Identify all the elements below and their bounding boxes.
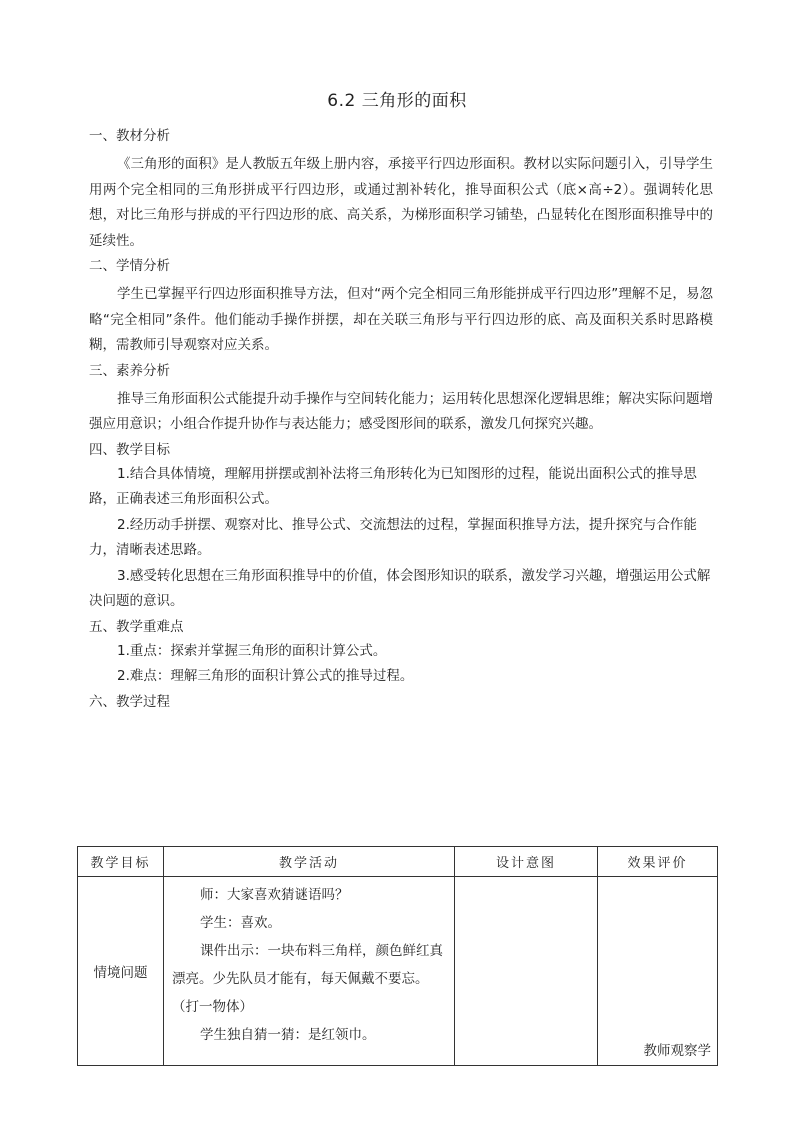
section-heading: 二、学情分析 (89, 258, 170, 274)
evaluation-cell (598, 877, 718, 1066)
section-heading: 四、教学目标 (89, 441, 170, 458)
section-key-difficult-points (89, 615, 713, 690)
section-teaching-process (89, 690, 713, 714)
activity-line: 学生：喜欢。 (200, 915, 281, 931)
evaluation-text: 教师观察学 (643, 1043, 711, 1059)
section-paragraph: 《三角形的面积》是人教版五年级上册内容，承接平行四边形面积。教材以实际问题引入，引导学生用两个完全相同的三角形拼成平行四边形，或通过割补转化，推导面积公式（底×高÷2）。强调转化思想，对比三角形与拼成的平行四边形的底、高关系，为梯形面积学习铺垫，凸显转化在图形面积推导中的延续性。 (89, 156, 713, 249)
page-title: 6.2 三角形的面积 (327, 91, 467, 111)
intent-cell (455, 877, 598, 1066)
key-point-item: 1.重点：探索并掌握三角形的面积计算公式。 (117, 642, 387, 659)
header-activity: 教学活动 (164, 847, 455, 877)
difficult-point-item: 2.难点：理解三角形的面积计算公式的推导过程。 (117, 668, 414, 684)
section-paragraph: 学生已掌握平行四边形面积推导方法，但对“两个完全相同三角形能拼成平行四边形”理解不足，易忽略“完全相同”条件。他们能动手操作拼摆，却在关联三角形与平行四边形的底、高及面积关系时思路模糊，需教师引导观察对应关系。 (89, 286, 713, 353)
section-paragraph: 推导三角形面积公式能提升动手操作与空间转化能力；运用转化思想深化逻辑思维；解决实际问题增强应用意识；小组合作提升协作与表达能力；感受图形间的联系，激发几何探究兴趣。 (89, 390, 713, 432)
activity-line: 师：大家喜欢猜谜语吗？ (200, 887, 349, 903)
table-header-row (78, 847, 718, 877)
section-learner-analysis (89, 254, 713, 359)
section-heading: 一、教材分析 (89, 128, 170, 144)
table-row (78, 877, 718, 1066)
section-heading: 三、素养分析 (89, 362, 170, 379)
objective-item: 3.感受转化思想在三角形面积推导中的价值，体会图形知识的联系，激发学习兴趣，增强运用公式解决问题的意识。 (89, 567, 711, 609)
section-teaching-objectives (89, 438, 713, 615)
activity-cell (164, 877, 455, 1066)
activity-line: 课件出示：一块布料三角样，颜色鲜红真漂亮。少先队员才能有，每天佩戴不要忘。（打一物体） (172, 943, 443, 1015)
activity-line: 学生独自猜一猜：是红领巾。 (200, 1027, 376, 1043)
header-evaluation: 效果评价 (598, 847, 718, 877)
section-competency-analysis (89, 359, 713, 438)
objective-item: 1.结合具体情境，理解用拼摆或割补法将三角形转化为已知图形的过程，能说出面积公式的推导思路，正确表述三角形面积公式。 (89, 465, 697, 507)
teaching-process-table (77, 846, 718, 1066)
section-heading: 六、教学过程 (89, 693, 170, 710)
objective-item: 2.经历动手拼摆、观察对比、推导公式、交流想法的过程，掌握面积推导方法，提升探究与合作能力，清晰表述思路。 (89, 516, 697, 558)
section-textbook-analysis (89, 124, 713, 254)
goal-cell: 情境问题 (78, 877, 164, 1066)
document-body (89, 124, 713, 714)
header-goal: 教学目标 (78, 847, 164, 877)
header-intent: 设计意图 (455, 847, 598, 877)
section-heading: 五、教学重难点 (89, 618, 184, 635)
